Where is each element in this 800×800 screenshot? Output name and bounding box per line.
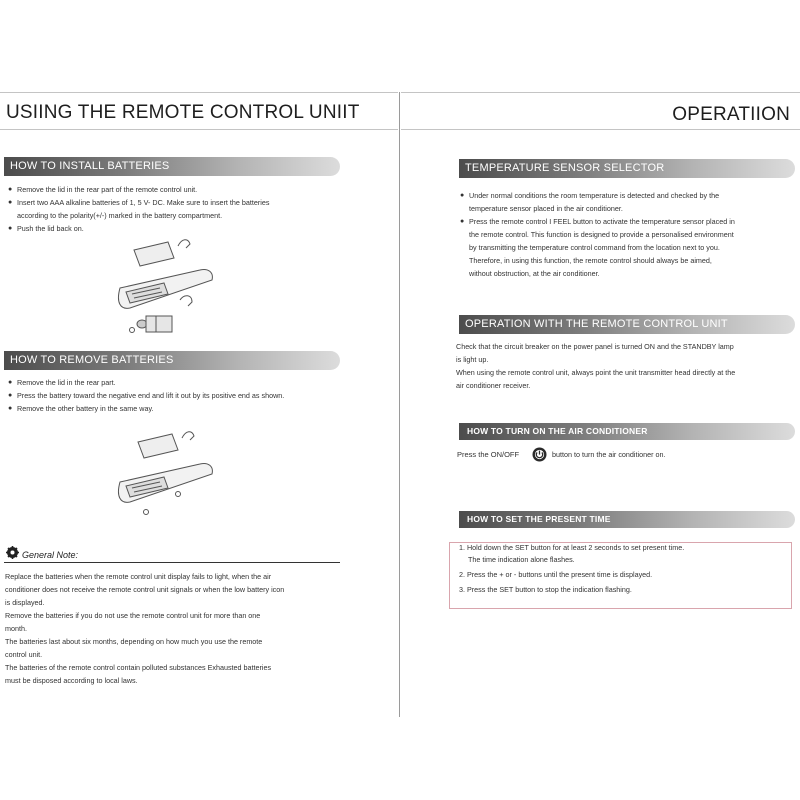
list-item: ● Remove the lid in the rear part. — [8, 378, 116, 387]
remove-batteries-illustration — [112, 428, 224, 520]
list-item: ● Push the lid back on. — [8, 224, 84, 233]
turn-on-heading: HOW TO TURN ON THE AIR CONDITIONER — [459, 423, 795, 440]
power-icon — [532, 447, 547, 462]
list-item: ● Remove the other battery in the same way. — [8, 404, 154, 413]
bullet-icon: ● — [8, 225, 13, 232]
page-divider — [399, 92, 400, 717]
general-note-title: General Note: — [22, 550, 79, 560]
set-time-heading: HOW TO SET THE PRESENT TIME — [459, 511, 795, 528]
install-batteries-list — [6, 183, 269, 235]
set-time-steps — [459, 542, 684, 596]
bullet-icon: ● — [8, 379, 13, 386]
bullet-icon: ● — [8, 186, 13, 193]
temperature-sensor-heading: TEMPERATURE SENSOR SELECTOR — [459, 159, 795, 178]
bullet-icon: ● — [460, 192, 465, 199]
list-item: ● Press the battery toward the negative end and lift it out by its positive end as shown. — [8, 391, 285, 400]
note-line: month. — [5, 624, 27, 633]
install-batteries-illustration — [112, 236, 224, 340]
list-item: 1. Hold down the SET button for at least 2 seconds to set present time. — [459, 543, 685, 552]
left-top-rule — [0, 92, 398, 93]
list-item: ● Press the remote control I FEEL button to activate the temperature sensor placed in the remote control. This function is designed to provide a personalised environment by transmitting the temperature control command from the location next to you. Therefore, in using this function, the remote control should always be aimed, without obstruction, at the air conditioner. — [460, 217, 735, 278]
list-item: The time indication alone flashes. — [468, 555, 575, 564]
bullet-icon: ● — [8, 392, 13, 399]
list-item: ● Remove the lid in the rear part of the remote control unit. — [8, 185, 198, 194]
operation-remote-heading: OPERATION WITH THE REMOTE CONTROL UNIT — [459, 315, 795, 334]
note-line: conditioner does not receive the remote control unit signals or when the low battery icon — [5, 585, 285, 594]
install-batteries-heading: HOW TO INSTALL BATTERIES — [4, 157, 340, 176]
operation-remote-body: Check that the circuit breaker on the power panel is turned ON and the STANDBY lamp is light up. When using the remote control unit, always point the unit transmitter head directly at the air conditioner receiver. — [456, 342, 736, 390]
bullet-icon: ● — [460, 218, 465, 225]
right-page-title: OPERATIION — [672, 104, 790, 125]
note-line: The batteries of the remote control contain polluted substances Exhausted batteries — [5, 663, 272, 672]
list-item: 3. Press the SET button to stop the indication flashing. — [459, 585, 632, 594]
list-item: ● Under normal conditions the room temperature is detected and checked by the temperature sensor placed in the air conditioner. — [460, 191, 720, 213]
turn-on-after-label: button to turn the air conditioner on. — [552, 450, 666, 459]
note-line: is displayed. — [5, 598, 45, 607]
remove-batteries-heading: HOW TO REMOVE BATTERIES — [4, 351, 340, 370]
general-note-underline — [4, 562, 340, 563]
bullet-icon: ● — [8, 199, 13, 206]
remove-batteries-list — [6, 376, 284, 415]
list-item: ● Insert two AAA alkaline batteries of 1, 5 V- DC. Make sure to insert the batteries according to the polarity(+/-) marked in the battery compartment. — [8, 198, 270, 220]
temperature-sensor-list — [458, 189, 735, 280]
note-line: The batteries last about six months, depending on how much you use the remote — [5, 637, 263, 646]
note-line: must be disposed according to local laws. — [5, 676, 138, 685]
left-page-title: USIING THE REMOTE CONTROL UNIIT — [6, 102, 360, 123]
turn-on-press-label: Press the ON/OFF — [457, 450, 520, 459]
note-line: Remove the batteries if you do not use the remote control unit for more than one — [5, 611, 261, 620]
right-top-rule — [401, 92, 800, 93]
bullet-icon: ● — [8, 405, 13, 412]
general-note-body — [5, 570, 284, 687]
gear-note-icon — [6, 546, 19, 559]
note-line: control unit. — [5, 650, 43, 659]
right-title-rule — [401, 129, 800, 130]
left-title-rule — [0, 129, 398, 130]
note-line: Replace the batteries when the remote control unit display fails to light, when the air — [5, 572, 272, 581]
list-item: 2. Press the + or - buttons until the present time is displayed. — [459, 570, 653, 579]
